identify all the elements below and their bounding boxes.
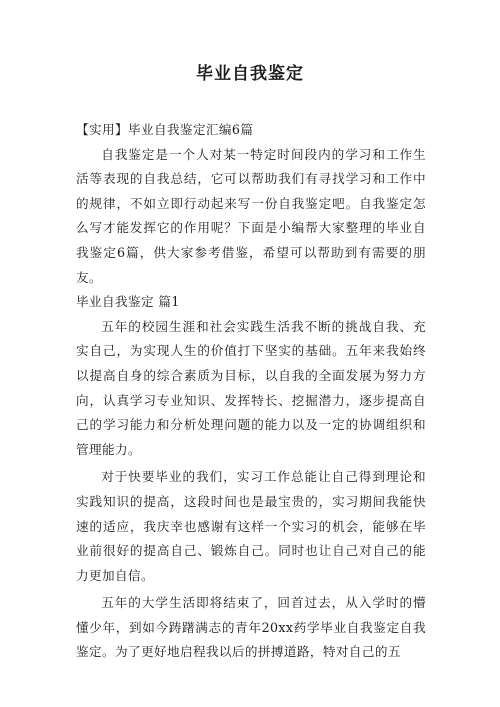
body-paragraph: 对于快要毕业的我们，实习工作总能让自己得到理论和实践知识的提高，这段时间也是最宝贵的，实习期间我能快速的适应，我庆幸也感谢有这样一个实习的机会，能够在毕业前很好的提高自己、锻炼自己。同时也让自己对自己的能力更加自信。 bbox=[76, 469, 426, 583]
collection-heading: 【实用】毕业自我鉴定汇编6篇 bbox=[76, 122, 254, 137]
section-heading: 毕业自我鉴定 篇1 bbox=[76, 294, 180, 310]
body-paragraph: 五年的大学生活即将结束了，回首过去，从入学时的懵懂少年，到如今踌躇满志的青年20xx药学毕业自我鉴定自我鉴定。为了更好地启程我以后的拼搏道路，特对自己的五 bbox=[76, 595, 426, 660]
intro-paragraph: 自我鉴定是一个人对某一特定时间段内的学习和工作生活等表现的自我总结，它可以帮助我们有寻找学习和工作中的规律，不如立即行动起来写一份自我鉴定吧。自我鉴定怎么写才能发挥它的作用呢？下面是小编帮大家整理的毕业自我鉴定6篇，供大家参考借鉴，希望可以帮助到有需要的朋友。 bbox=[76, 146, 426, 285]
document-title: 毕业自我鉴定 bbox=[196, 64, 304, 84]
body-paragraph: 五年的校园生涯和社会实践生活我不断的挑战自我、充实自己，为实现人生的价值打下坚实的基础。五年来我始终以提高自身的综合素质为目标，以自我的全面发展为努力方向，认真学习专业知识、发挥特长、挖掘潜力，逐步提高自己的学习能力和分析处理问题的能力以及一定的协调组织和管理能力。 bbox=[76, 318, 426, 457]
document-body bbox=[76, 118, 426, 665]
